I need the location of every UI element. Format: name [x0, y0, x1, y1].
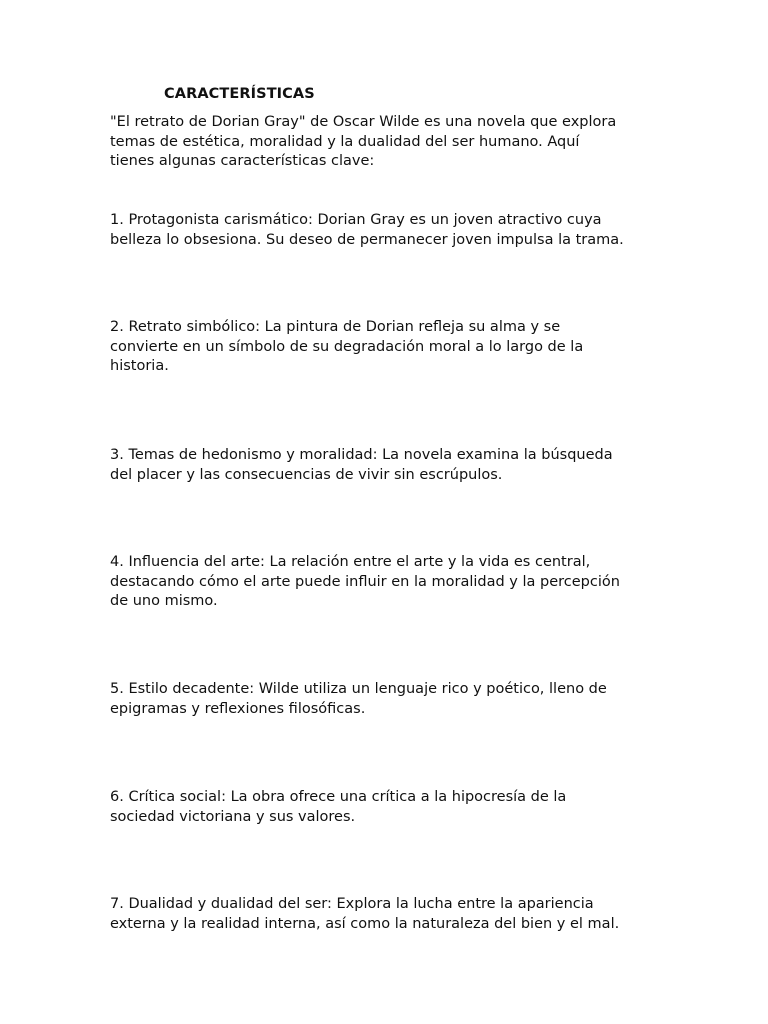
- list-item: 1. Protagonista carismático: Dorian Gray es un joven atractivo cuya belleza lo obsesiona. Su deseo de permanecer joven impulsa la trama.: [110, 212, 624, 248]
- list-item: 7. Dualidad y dualidad del ser: Explora la lucha entre la apariencia externa y la realidad interna, así como la naturaleza del bien y el mal.: [110, 896, 620, 932]
- list-item: 2. Retrato simbólico: La pintura de Dorian refleja su alma y se convierte en un símbolo de su degradación moral a lo largo de la historia.: [110, 319, 584, 375]
- list-item: 4. Influencia del arte: La relación entre el arte y la vida es central, destacando cómo el arte puede influir en la moralidad y la percepción de uno mismo.: [110, 554, 620, 610]
- list-item: 3. Temas de hedonismo y moralidad: La novela examina la búsqueda del placer y las consecuencias de vivir sin escrúpulos.: [110, 447, 613, 483]
- list-item: 6. Crítica social: La obra ofrece una crítica a la hipocresía de la sociedad victoriana y sus valores.: [110, 789, 567, 825]
- document-title: CARACTERÍSTICAS: [164, 86, 315, 102]
- list-item: 5. Estilo decadente: Wilde utiliza un lenguaje rico y poético, lleno de epigramas y reflexiones filosóficas.: [110, 681, 607, 717]
- intro-paragraph: "El retrato de Dorian Gray" de Oscar Wilde es una novela que explora temas de estética, moralidad y la dualidad del ser humano. Aquí tienes algunas características clave:: [110, 114, 617, 170]
